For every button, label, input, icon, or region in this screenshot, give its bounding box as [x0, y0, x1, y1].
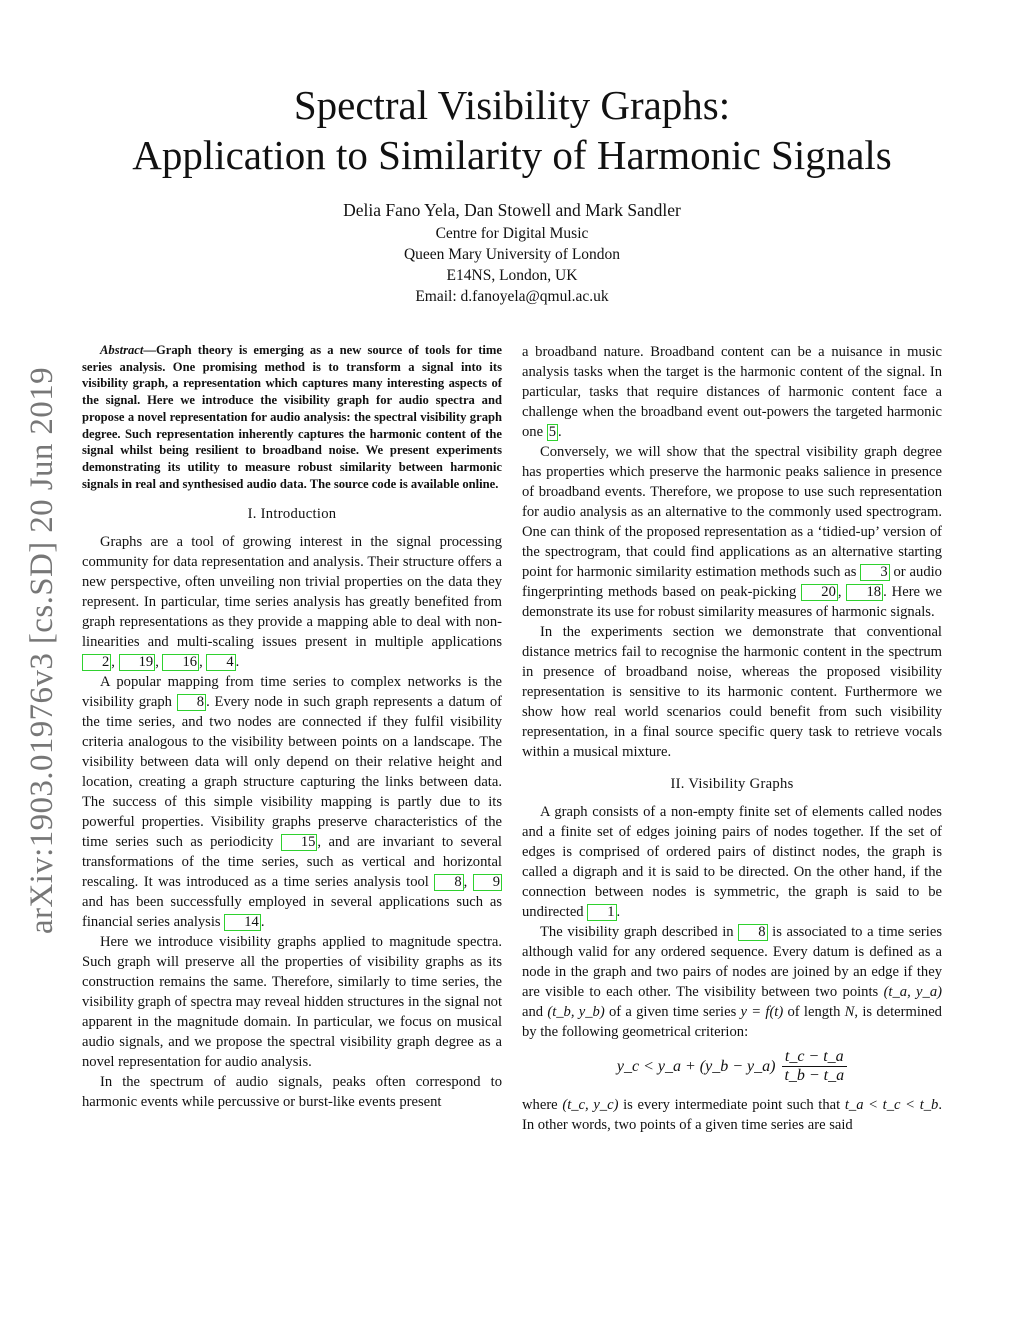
citation-link[interactable]: 1	[587, 904, 616, 921]
citation-link[interactable]: 8	[177, 694, 206, 711]
equation-denominator: t_b − t_a	[784, 1067, 845, 1084]
citation-link[interactable]: 2	[82, 654, 111, 671]
citation-link[interactable]: 16	[162, 654, 199, 671]
arxiv-stamp-text: arXiv:1903.01976v3 [cs.SD] 20 Jun 2019	[23, 366, 60, 934]
citation-link[interactable]: 3	[860, 564, 889, 581]
math-point-b: (t_b, y_b)	[547, 1004, 605, 1020]
title-line-1: Spectral Visibility Graphs:	[293, 82, 731, 128]
right-column	[522, 342, 942, 1135]
paragraph: The visibility graph described in 8 is associated to a time series although valid for any ordered sequence. Every datum is defined as a node in the graph and two pairs of nodes are joined by an edge if they are visible to each other. The visibility between two points (t_a, y_a) and (t_b, y_b) of a given time series y = f(t) of length N, is determined by the following geometrical criterion:	[522, 924, 943, 1040]
citation-link[interactable]: 8	[738, 924, 767, 941]
section-heading-visibility-graphs: II. Visibility Graphs	[670, 776, 794, 792]
paper-title	[0, 80, 1024, 180]
paragraph: In the spectrum of audio signals, peaks often correspond to harmonic events while percussive or burst-like events present	[82, 1074, 502, 1111]
abstract-text: —Graph theory is emerging as a new source of tools for time series analysis. One promising method is to transform a signal into its visibility graph, a representation which captures many interesting aspects of the signal. Here we introduce the visibility graph for audio spectra and propose a novel representation for audio analysis: the spectral visibility graph degree. Such representation inherently captures the harmonic content of the signal whilst being resilient to broadband noise. We present experiments demonstrating its utility to measure robust similarity between harmonic signals in real and synthesised audio data. The source code is available online.	[82, 343, 502, 491]
equation-numerator: t_c − t_a	[782, 1048, 847, 1067]
visibility-equation	[522, 1048, 942, 1085]
affiliation-2: Queen Mary University of London	[403, 246, 621, 263]
citation-link[interactable]: 4	[206, 654, 235, 671]
math-point-c: (t_c, y_c)	[562, 1097, 619, 1113]
math-point-a: (t_a, y_a)	[883, 984, 942, 1000]
citation-link[interactable]: 15	[281, 834, 318, 851]
affiliation-1: Centre for Digital Music	[435, 225, 589, 242]
abstract-label: Abstract	[100, 343, 144, 357]
paragraph: A popular mapping from time series to complex networks is the visibility graph 8 . Every node in such graph represents a datum of the time series, and two nodes are connected if they fulfil visibility criteria analogous to the visibility between points on a landscape. The visibility between data will only depend on their relative height and location, creating a graph structure capturing the links between data. The success of this simple visibility mapping is partly due to its powerful properties. Visibility graphs preserve characteristics of the time series such as periodicity 15 , and are invariant to several transformations of the time series, such as vertical and horizontal rescaling. It was introduced as a time series analysis tool 8 , 9 and has been successfully employed in several applications such as financial series analysis 14 .	[82, 674, 502, 931]
equation-lhs: y_c < y_a + (y_b − y_a)	[616, 1057, 776, 1075]
paragraph: In the experiments section we demonstrate that conventional distance metrics fail to recognise the harmonic content in the spectrum in presence of broadband noise, whereas the proposed visibility representation is sensitive to its harmonic content. Furthermore we show how real world scenarios could benefit from such visibility representation, in a final source specific query task to retrieve vocals within a musical mixture.	[522, 624, 942, 760]
affiliation-3: E14NS, London, UK	[446, 267, 578, 284]
equation-fraction	[781, 1048, 847, 1085]
citation-link[interactable]: 20	[801, 584, 838, 601]
citation-link[interactable]: 18	[846, 584, 883, 601]
math-inequality: t_a < t_c < t_b	[844, 1097, 939, 1113]
paragraph: Conversely, we will show that the spectral visibility graph degree has properties which preserve the harmonic peaks salience in presence of broadband events. Therefore, we propose to use such representation for audio analysis as an alternative to the commonly used spectrogram. One can think of the proposed representation as a ‘tidied-up’ version of the spectrogram, that could find applications as an alternative starting point for harmonic similarity estimation methods such as 3 or audio fingerprinting methods based on peak-picking 20 , 18 . Here we demonstrate its use for robust similarity measures of harmonic signals.	[522, 444, 942, 620]
author-names: Delia Fano Yela, Dan Stowell and Mark Sandler	[343, 200, 681, 220]
left-column	[82, 342, 502, 1112]
author-block	[0, 200, 1024, 307]
section-heading-introduction: I. Introduction	[247, 506, 337, 523]
math-length: N	[844, 1004, 855, 1020]
paragraph: A graph consists of a non-empty finite set of elements called nodes and a finite set of edges joining pairs of nodes together. If the set of edges is comprised of ordered pairs of distinct nodes, the graph is called a digraph and it is said to be directed. On the other hand, if the connection between nodes is symmetric, the graph is said to be undirected 1 .	[522, 804, 942, 920]
citation-link[interactable]: 19	[119, 654, 156, 671]
paragraph: Graphs are a tool of growing interest in the signal processing community for data representation and analysis. Their structure offers a new perspective, often unveiling non trivial properties on the data they represent. In particular, time series analysis has greatly benefited from graph representations as they provide a mapping able to deal with non-linearities and multi-scaling issues present in multiple applications 2 , 19 , 16 , 4 .	[82, 534, 502, 671]
paragraph: a broadband nature. Broadband content can be a nuisance in music analysis tasks when the target is the harmonic content of the signal. In particular, tasks that require distances of harmonic content face a challenge when the broadband event out-powers the targeted harmonic one 5 .	[522, 344, 942, 440]
citation-link[interactable]: 8	[434, 874, 463, 891]
citation-link[interactable]: 14	[224, 914, 261, 931]
paragraph: where (t_c, y_c) is every intermediate point such that t_a < t_c < t_b. In other words, two points of a given time series are said	[522, 1097, 942, 1133]
citation-link[interactable]: 9	[473, 874, 502, 891]
paragraph: Here we introduce visibility graphs applied to magnitude spectra. Such graph will preserve all the properties of visibility graphs as its construction remains the same. Therefore, similarly to time series, the visibility graph of spectra may reveal hidden structures in the signal not apparent in the magnitude domain. In particular, we focus on musical audio signals, and we propose the spectral visibility graph degree as a novel representation for audio analysis.	[82, 934, 502, 1071]
title-line-2: Application to Similarity of Harmonic Signals	[132, 132, 892, 178]
author-email[interactable]: Email: d.fanoyela@qmul.ac.uk	[415, 288, 609, 305]
arxiv-stamp	[12, 355, 72, 945]
abstract	[82, 342, 502, 492]
citation-link[interactable]: 5	[548, 424, 557, 440]
math-series: y = f(t)	[740, 1004, 784, 1020]
